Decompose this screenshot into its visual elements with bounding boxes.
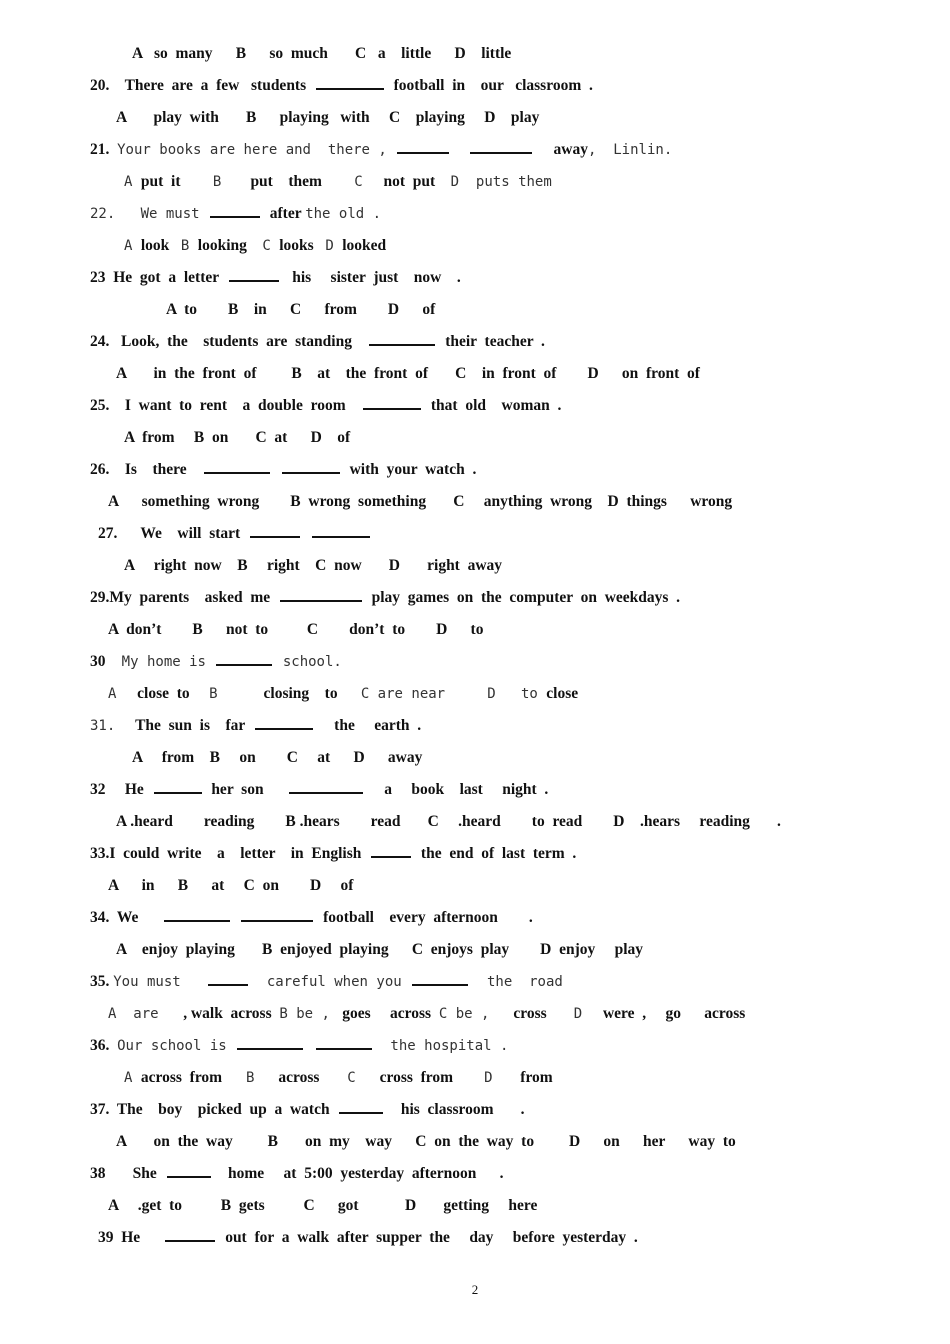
exercise-line xyxy=(90,586,680,610)
line-text: A so many B so much C a little D little xyxy=(132,45,512,62)
line-text: A don’t B not to C don’t to D to xyxy=(108,621,484,638)
exercise-line xyxy=(124,170,552,194)
exercise-line xyxy=(124,234,386,258)
line-text: C are near D to xyxy=(360,686,547,702)
line-text: Your books are here and there , xyxy=(117,142,396,158)
exercise-line xyxy=(166,298,435,322)
line-text: 35. xyxy=(90,973,114,990)
line-text: after xyxy=(262,205,306,222)
line-text: 23 He got a letter xyxy=(90,269,227,286)
line-text: B xyxy=(237,1070,263,1086)
line-text: A on the way B on my way C on the way to D on her way to xyxy=(116,1133,736,1150)
exercise-line xyxy=(90,138,672,162)
exercise-line xyxy=(90,202,381,226)
exercise-line xyxy=(98,522,372,546)
exercise-line xyxy=(124,426,350,450)
line-text: A xyxy=(124,1070,141,1086)
answer-blank[interactable] xyxy=(339,1098,383,1114)
line-text: with your watch . xyxy=(341,461,477,478)
line-text: A from B on C at D of xyxy=(124,429,351,446)
line-text: the hospital . xyxy=(373,1038,509,1054)
line-text: 29.My parents asked me xyxy=(90,589,278,606)
exercise-line xyxy=(90,778,548,802)
line-text: that old woman . xyxy=(423,397,562,414)
line-text: 20. There are a few students xyxy=(90,77,314,94)
line-text: home at 5:00 yesterday afternoon . xyxy=(212,1165,504,1182)
answer-blank[interactable] xyxy=(289,778,363,794)
line-text xyxy=(451,142,468,158)
line-text: A xyxy=(108,686,134,702)
line-text xyxy=(305,1038,313,1054)
answer-blank[interactable] xyxy=(412,970,468,986)
answer-blank[interactable] xyxy=(241,906,313,922)
page-number: 2 xyxy=(471,1282,479,1297)
line-text: across from xyxy=(140,1069,238,1086)
answer-blank[interactable] xyxy=(165,1226,215,1242)
exercise-line xyxy=(90,266,461,290)
exercise-line xyxy=(108,874,353,898)
answer-blank[interactable] xyxy=(280,586,362,602)
exercise-line xyxy=(124,1066,553,1090)
line-text: A are xyxy=(108,1006,176,1022)
exercise-line xyxy=(90,650,342,674)
line-text: put them xyxy=(246,173,338,190)
line-text: B xyxy=(209,686,260,702)
line-text: the road xyxy=(470,974,563,990)
line-text: 34. We xyxy=(90,909,162,926)
exercise-line xyxy=(90,1034,508,1058)
line-text: A right now B right C now D right away xyxy=(124,557,503,574)
answer-blank[interactable] xyxy=(237,1034,303,1050)
exercise-line xyxy=(108,618,483,642)
line-text: away xyxy=(534,141,588,158)
line-text: 38 She xyxy=(90,1165,165,1182)
line-text: A xyxy=(124,238,141,254)
exercise-line xyxy=(116,362,700,386)
line-text: 22. We must xyxy=(90,206,209,222)
exercise-line xyxy=(90,1098,525,1122)
line-text: looks xyxy=(279,237,326,254)
line-text: 26. Is there xyxy=(90,461,203,478)
line-text: The sun is far xyxy=(123,717,253,734)
line-text: close xyxy=(546,685,579,702)
line-text: play games on the computer on weekdays . xyxy=(363,589,681,606)
exercise-line xyxy=(108,1194,537,1218)
line-text: B xyxy=(180,238,198,254)
line-text: 33.I could write a letter in English xyxy=(90,845,370,862)
line-text: 30 xyxy=(90,653,114,670)
exercise-line xyxy=(90,74,593,98)
line-text: goes across xyxy=(338,1005,439,1022)
line-text: 37. The boy picked up a watch xyxy=(90,1101,338,1118)
line-text xyxy=(302,525,310,542)
answer-blank[interactable] xyxy=(371,842,411,858)
line-text: D puts them xyxy=(450,174,552,190)
line-text: the earth . xyxy=(314,717,422,734)
exercise-line xyxy=(116,1130,736,1154)
line-text: close to xyxy=(133,685,210,702)
exercise-line xyxy=(90,842,576,866)
exercise-line xyxy=(90,394,561,418)
line-text: her son xyxy=(203,781,287,798)
answer-blank[interactable] xyxy=(229,266,279,282)
answer-blank[interactable] xyxy=(250,522,300,538)
exercise-line xyxy=(90,714,421,738)
answer-blank[interactable] xyxy=(210,202,260,218)
line-text: D xyxy=(484,1070,501,1086)
exercise-line xyxy=(90,906,533,930)
line-text: careful when you xyxy=(249,974,411,990)
line-text: across xyxy=(262,1069,339,1086)
line-text: You must xyxy=(113,974,206,990)
exercise-line xyxy=(116,938,643,962)
line-text: My home is xyxy=(113,654,215,670)
answer-blank[interactable] xyxy=(282,458,340,474)
line-text: , walk across xyxy=(175,1005,280,1022)
line-text: A enjoy playing B enjoyed playing C enjoys play D enjoy play xyxy=(116,941,644,958)
line-text: A something wrong B wrong something C anything wrong D things wrong xyxy=(108,493,733,510)
answer-blank[interactable] xyxy=(154,778,202,794)
line-text: C xyxy=(262,238,280,254)
exercise-line xyxy=(90,1162,504,1186)
line-text: a book last night . xyxy=(364,781,549,798)
line-text: 32 He xyxy=(90,781,152,798)
line-text: look xyxy=(140,237,181,254)
line-text: B xyxy=(195,174,247,190)
line-text: cross xyxy=(497,1005,574,1022)
answer-blank[interactable] xyxy=(316,1034,372,1050)
line-text: football every afternoon . xyxy=(315,909,533,926)
answer-blank[interactable] xyxy=(397,138,449,154)
answer-blank[interactable] xyxy=(316,74,384,90)
answer-blank[interactable] xyxy=(255,714,313,730)
line-text: A to B in C from D of xyxy=(166,301,436,318)
line-text: A .get to B gets C got D getting here xyxy=(108,1197,538,1214)
exercise-line xyxy=(108,490,732,514)
exercise-line xyxy=(90,330,545,354)
exercise-line xyxy=(124,554,502,578)
answer-blank[interactable] xyxy=(369,330,435,346)
line-text: their teacher . xyxy=(437,333,545,350)
exercise-line xyxy=(108,1002,745,1026)
line-text: A in B at C on D of xyxy=(108,877,354,894)
line-text: looked xyxy=(342,237,387,254)
exercise-line xyxy=(116,810,781,834)
exercise-line xyxy=(90,970,563,994)
line-text: C be , xyxy=(438,1006,498,1022)
exercise-line xyxy=(90,458,476,482)
line-text: 31. xyxy=(90,718,124,734)
line-text: football in our classroom . xyxy=(385,77,593,94)
line-text: were , go across xyxy=(599,1005,746,1022)
line-text: his classroom . xyxy=(385,1101,525,1118)
answer-blank[interactable] xyxy=(204,458,270,474)
line-text: 21. xyxy=(90,141,118,158)
line-text: school. xyxy=(274,654,342,670)
line-text: A in the front of B at the front of C in front of D on front of xyxy=(116,365,700,382)
line-text: out for a walk after supper the day before yesterday . xyxy=(217,1229,638,1246)
line-text: B be , xyxy=(279,1006,339,1022)
line-text: the old . xyxy=(305,206,382,222)
line-text: 36. xyxy=(90,1037,118,1054)
answer-blank[interactable] xyxy=(208,970,248,986)
line-text: cross from xyxy=(364,1069,485,1086)
line-text xyxy=(272,461,280,478)
line-text: from xyxy=(500,1069,553,1086)
exercise-line xyxy=(132,42,511,66)
line-text: 24. Look, the students are standing xyxy=(90,333,368,350)
line-text: A .heard reading B .hears read C .heard to read D .hears reading . xyxy=(116,813,781,830)
line-text: Our school is xyxy=(117,1038,236,1054)
line-text: looking xyxy=(197,237,263,254)
line-text: closing to xyxy=(259,685,361,702)
exercise-line xyxy=(98,1226,638,1250)
line-text: C xyxy=(338,1070,365,1086)
exercise-line xyxy=(132,746,422,770)
line-text: A from B on C at D away xyxy=(132,749,423,766)
answer-blank[interactable] xyxy=(470,138,532,154)
line-text: put it xyxy=(140,173,196,190)
line-text: 39 He xyxy=(98,1229,164,1246)
answer-blank[interactable] xyxy=(363,394,421,410)
line-text xyxy=(232,909,240,926)
line-text: D xyxy=(325,238,343,254)
line-text: , Linlin. xyxy=(587,142,673,158)
line-text: 25. I want to rent a double room xyxy=(90,397,362,414)
answer-blank[interactable] xyxy=(167,1162,211,1178)
line-text: C xyxy=(337,174,380,190)
line-text: 27. We will start xyxy=(98,525,248,542)
exercise-line xyxy=(116,106,539,130)
answer-blank[interactable] xyxy=(216,650,272,666)
exercise-line xyxy=(108,682,578,706)
line-text: D xyxy=(573,1006,600,1022)
line-text: not put xyxy=(379,173,451,190)
line-text: his sister just now . xyxy=(280,269,461,286)
line-text: A play with B playing with C playing D play xyxy=(116,109,540,126)
answer-blank[interactable] xyxy=(312,522,370,538)
answer-blank[interactable] xyxy=(164,906,230,922)
line-text: A xyxy=(124,174,141,190)
line-text: the end of last term . xyxy=(413,845,577,862)
